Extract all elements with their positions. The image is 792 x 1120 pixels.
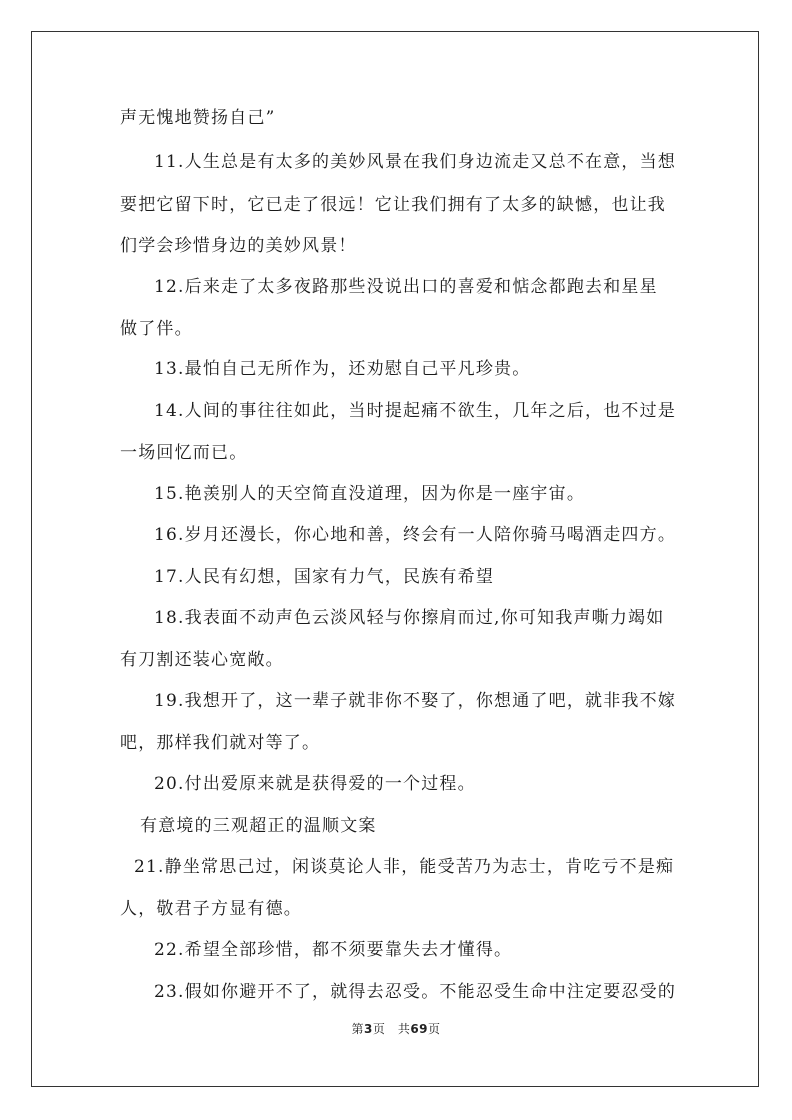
text-line: 20.付出爱原来就是获得爱的一个过程。 bbox=[154, 774, 476, 794]
text-line: 15.艳羡别人的天空简直没道理，因为你是一座宇宙。 bbox=[154, 484, 586, 504]
text-line: 23.假如你避开不了，就得去忍受。不能忍受生命中注定要忍受的 bbox=[154, 982, 677, 1002]
text-line: 有刀割还装心宽敞。 bbox=[120, 650, 284, 670]
text-line: 人，敬君子方显有德。 bbox=[120, 899, 302, 919]
text-line: 19.我想开了，这一辈子就非你不娶了，你想通了吧，就非我不嫁 bbox=[154, 691, 677, 711]
text-line: 16.岁月还漫长，你心地和善，终会有一人陪你骑马喝酒走四方。 bbox=[154, 525, 677, 545]
text-line: 12.后来走了太多夜路那些没说出口的喜爱和惦念都跑去和星星 bbox=[154, 277, 658, 297]
text-line: 14.人间的事往往如此，当时提起痛不欲生，几年之后，也不过是 bbox=[154, 401, 677, 421]
footer-prefix: 第 bbox=[351, 1022, 364, 1036]
text-line: 22.希望全部珍惜，都不须要靠失去才懂得。 bbox=[154, 940, 513, 960]
text-line: 21.静坐常思己过，闲谈莫论人非，能受苦乃为志士，肯吃亏不是痴 bbox=[134, 857, 675, 877]
text-line: 们学会珍惜身边的美妙风景！ bbox=[120, 236, 357, 256]
text-line: 要把它留下时，它已走了很远！它让我们拥有了太多的缺憾，也让我 bbox=[120, 195, 666, 215]
footer-suffix: 页 bbox=[428, 1022, 441, 1036]
footer-middle: 页 共 bbox=[372, 1022, 411, 1036]
text-line: 吧，那样我们就对等了。 bbox=[120, 733, 321, 753]
text-line: 11.人生总是有太多的美妙风景在我们身边流走又总不在意，当想 bbox=[154, 152, 677, 172]
section-heading: 有意境的三观超正的温顺文案 bbox=[140, 816, 377, 836]
text-line: 做了伴。 bbox=[120, 319, 193, 339]
text-line: 声无愧地赞扬自己” bbox=[120, 108, 276, 128]
page-footer bbox=[0, 1020, 792, 1037]
text-line: 17.人民有幻想，国家有力气，民族有希望 bbox=[154, 567, 495, 587]
text-line: 一场回忆而已。 bbox=[120, 443, 248, 463]
page-frame bbox=[31, 31, 759, 1087]
current-page-number: 3 bbox=[363, 1022, 373, 1036]
text-line: 13.最怕自己无所作为，还劝慰自己平凡珍贵。 bbox=[154, 359, 531, 379]
text-line: 18.我表面不动声色云淡风轻与你擦肩而过,你可知我声嘶力竭如 bbox=[154, 608, 665, 628]
total-page-count: 69 bbox=[410, 1022, 429, 1036]
